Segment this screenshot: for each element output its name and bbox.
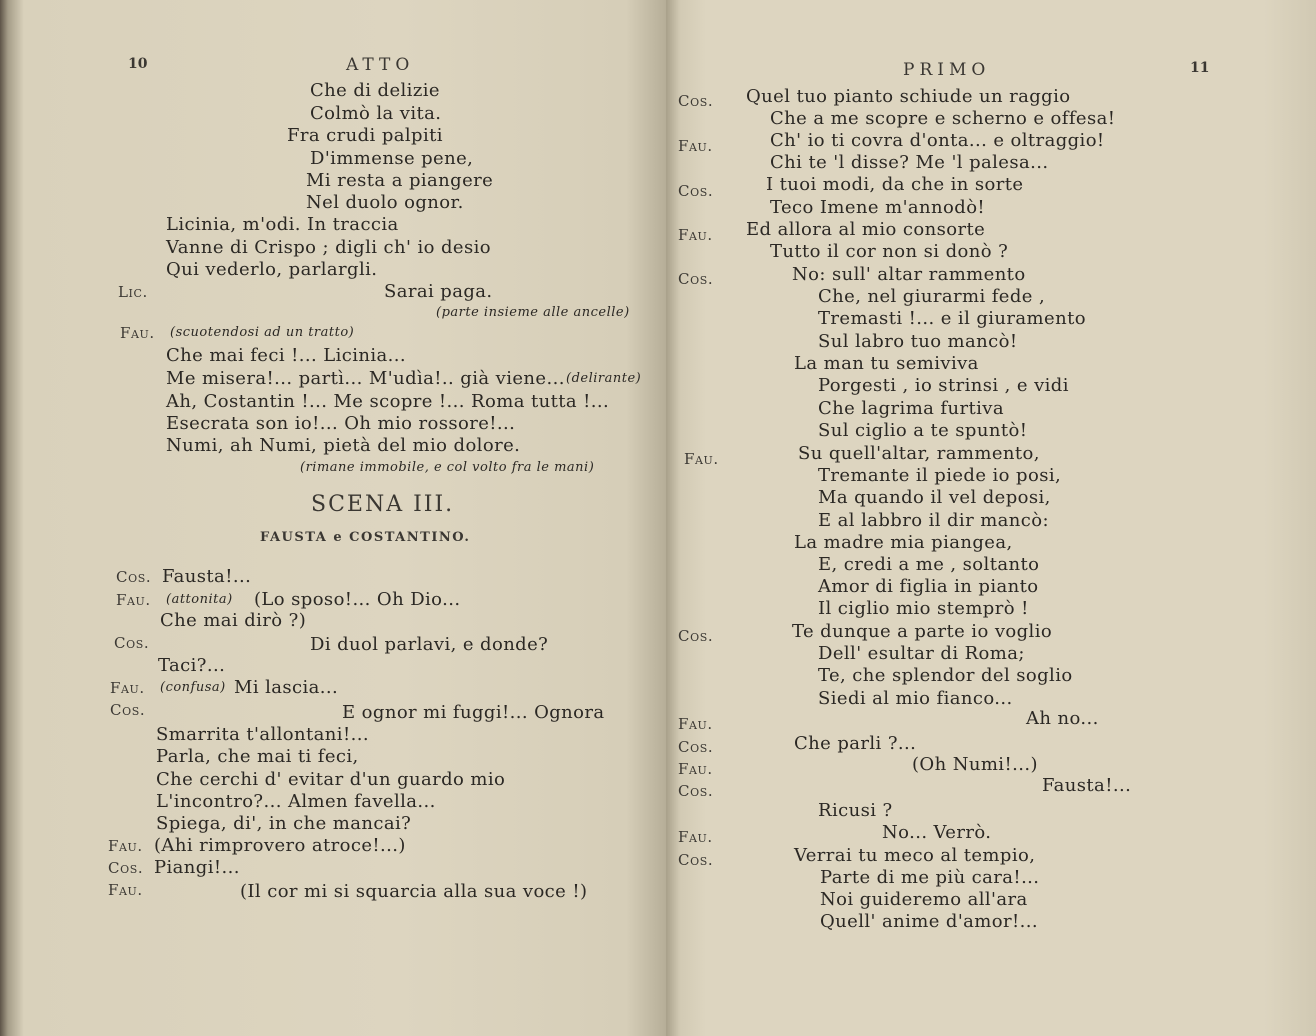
stage-direction: (scuotendosi ad un tratto): [170, 325, 355, 340]
verse-line: Che mai feci !... Licinia...: [166, 345, 407, 366]
speaker-label: Fau.: [108, 837, 143, 855]
verse-line: Su quell'altar, rammento,: [798, 443, 1040, 464]
verse-line: Licinia, m'odi. In traccia: [166, 214, 399, 235]
running-head: PRIMO: [903, 60, 991, 80]
verse-line: (Ahi rimprovero atroce!...): [154, 835, 406, 856]
speaker-label: Fau.: [678, 828, 713, 846]
verse-line: Siedi al mio fianco...: [818, 688, 1013, 709]
speaker-label: Lic.: [118, 283, 148, 301]
verse-line: Ed allora al mio consorte: [746, 219, 986, 240]
speaker-label: Fau.: [108, 881, 143, 899]
speaker-label: Cos.: [678, 782, 714, 800]
verse-line: L'incontro?... Almen favella...: [156, 791, 436, 812]
verse-line: Dell' esultar di Roma;: [818, 643, 1025, 664]
verse-line: Taci?...: [158, 655, 226, 676]
speaker-label: Cos.: [678, 627, 714, 645]
verse-line: Mi lascia...: [234, 677, 339, 698]
verse-line: Che di delizie: [310, 80, 440, 101]
verse-line: Che mai dirò ?): [160, 610, 307, 631]
speaker-label: Fau.: [678, 226, 713, 244]
verse-line: Ricusi ?: [818, 800, 893, 821]
verse-line: E al labbro il dir mancò:: [818, 510, 1049, 531]
verse-line: Amor di figlia in pianto: [818, 576, 1039, 597]
speaker-label: Cos.: [678, 92, 714, 110]
verse-line: Esecrata son io!... Oh mio rossore!...: [166, 413, 516, 434]
speaker-label: Cos.: [114, 634, 150, 652]
verse-line: (Il cor mi si squarcia alla sua voce !): [240, 881, 588, 902]
verse-line: Quel tuo pianto schiude un raggio: [746, 86, 1071, 107]
verse-line: Tremante il piede io posi,: [818, 465, 1062, 486]
stage-direction: (attonita): [166, 592, 233, 607]
speaker-label: Fau.: [116, 591, 151, 609]
speaker-label: Fau.: [678, 760, 713, 778]
verse-line: (Oh Numi!...): [912, 754, 1038, 775]
speaker-label: Fau.: [684, 450, 719, 468]
speaker-label: Fau.: [120, 324, 155, 342]
stage-direction: (delirante): [566, 371, 642, 386]
verse-line: Vanne di Crispo ; digli ch' io desio: [166, 237, 491, 258]
verse-line: Qui vederlo, parlargli.: [166, 259, 378, 280]
scene-title: SCENA III.: [311, 492, 455, 517]
verse-line: Te dunque a parte io voglio: [792, 621, 1053, 642]
verse-line: (Lo sposo!... Oh Dio...: [254, 589, 461, 610]
verse-line: Me misera!... partì... M'udìa!.. già viene...: [166, 368, 565, 389]
verse-line: Ch' io ti covra d'onta... e oltraggio!: [770, 130, 1105, 151]
verse-line: Parla, che mai ti feci,: [156, 746, 359, 767]
page-number: 11: [1190, 60, 1210, 76]
verse-line: Numi, ah Numi, pietà del mio dolore.: [166, 435, 521, 456]
verse-line: Verrai tu meco al tempio,: [794, 845, 1036, 866]
verse-line: E ognor mi fuggi!... Ognora: [342, 702, 605, 723]
verse-line: Porgesti , io strinsi , e vidi: [818, 375, 1069, 396]
verse-line: Te, che splendor del soglio: [818, 665, 1073, 686]
speaker-label: Cos.: [110, 701, 146, 719]
stage-direction: (rimane immobile, e col volto fra le mani): [300, 460, 595, 475]
speaker-label: Cos.: [116, 568, 152, 586]
verse-line: Ah no...: [1026, 708, 1099, 729]
speaker-label: Cos.: [678, 851, 714, 869]
verse-line: Sul labro tuo mancò!: [818, 331, 1018, 352]
verse-line: Quell' anime d'amor!...: [820, 911, 1039, 932]
speaker-label: Cos.: [678, 270, 714, 288]
verse-line: Che a me scopre e scherno e offesa!: [770, 108, 1116, 129]
running-head: ATTO: [346, 55, 415, 75]
verse-line: Fausta!...: [1042, 775, 1132, 796]
verse-line: E, credi a me , soltanto: [818, 554, 1040, 575]
speaker-label: Cos.: [678, 182, 714, 200]
verse-line: Colmò la vita.: [310, 103, 442, 124]
page-number: 10: [128, 56, 148, 72]
verse-line: Di duol parlavi, e donde?: [310, 634, 549, 655]
verse-line: Smarrita t'allontani!...: [156, 724, 369, 745]
verse-line: Parte di me più cara!...: [820, 867, 1040, 888]
verse-line: No... Verrò.: [882, 822, 992, 843]
verse-line: D'immense pene,: [310, 148, 474, 169]
verse-line: Sul ciglio a te spuntò!: [818, 420, 1028, 441]
verse-line: Noi guideremo all'ara: [820, 889, 1028, 910]
speaker-label: Fau.: [110, 679, 145, 697]
verse-line: Che lagrima furtiva: [818, 398, 1004, 419]
verse-line: Nel duolo ognor.: [306, 192, 464, 213]
stage-direction: (parte insieme alle ancelle): [436, 305, 630, 320]
stage-direction: (confusa): [160, 680, 226, 695]
speaker-label: Fau.: [678, 137, 713, 155]
verse-line: La madre mia piangea,: [794, 532, 1013, 553]
verse-line: Tutto il cor non si donò ?: [770, 241, 1009, 262]
verse-line: Il ciglio mio stemprò !: [818, 598, 1029, 619]
verse-line: Tremasti !... e il giuramento: [818, 308, 1086, 329]
verse-line: Teco Imene m'annodò!: [770, 197, 986, 218]
verse-line: Che, nel giurarmi fede ,: [818, 286, 1046, 307]
verse-line: Piangi!...: [154, 857, 240, 878]
verse-line: Che cerchi d' evitar d'un guardo mio: [156, 769, 506, 790]
verse-line: Sarai paga.: [384, 281, 493, 302]
verse-line: La man tu semiviva: [794, 353, 979, 374]
verse-line: Spiega, di', in che mancai?: [156, 813, 412, 834]
speaker-label: Fau.: [678, 715, 713, 733]
speaker-label: Cos.: [678, 738, 714, 756]
verse-line: No: sull' altar rammento: [792, 264, 1026, 285]
verse-line: Mi resta a piangere: [306, 170, 494, 191]
speaker-label: Cos.: [108, 859, 144, 877]
right-page: [666, 0, 1316, 1036]
verse-line: Ah, Costantin !... Me scopre !... Roma tutta !...: [166, 391, 610, 412]
verse-line: Fausta!...: [162, 566, 252, 587]
verse-line: Ma quando il vel deposi,: [818, 487, 1051, 508]
verse-line: Che parli ?...: [794, 733, 917, 754]
verse-line: Fra crudi palpiti: [287, 125, 443, 146]
verse-line: I tuoi modi, da che in sorte: [766, 174, 1024, 195]
scene-characters: FAUSTA e COSTANTINO.: [260, 530, 471, 545]
verse-line: Chi te 'l disse? Me 'l palesa...: [770, 152, 1049, 173]
